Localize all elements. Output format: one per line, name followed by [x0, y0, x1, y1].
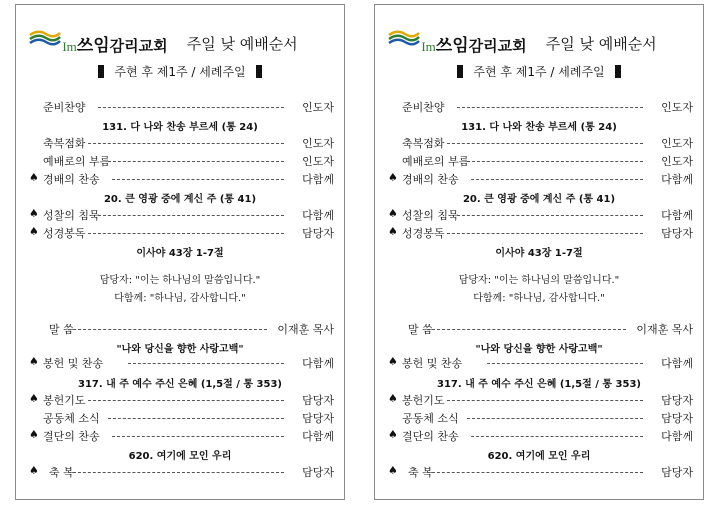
- dotted-leader: [98, 215, 284, 216]
- black-bar-left-icon: [98, 65, 104, 78]
- wave-logo-icon: [28, 27, 62, 49]
- order-label: 공동체 소식: [43, 412, 100, 425]
- order-row-commitment: [16, 428, 344, 444]
- order-leader: 인도자: [661, 137, 693, 150]
- scripture-reference: 이사야 43장 1-7절: [495, 248, 583, 259]
- dotted-leader: [471, 436, 643, 437]
- order-row-prelude: [16, 99, 344, 115]
- order-label: 봉헌 및 찬송: [43, 357, 104, 370]
- order-row-candle: [16, 135, 344, 151]
- dotted-leader: [427, 472, 643, 473]
- spade-icon: ♠: [388, 171, 398, 184]
- order-leader: 인도자: [302, 101, 334, 114]
- order-leader: 담당자: [661, 227, 693, 240]
- dotted-leader: [68, 329, 267, 330]
- dotted-leader: [447, 233, 643, 234]
- order-row-praise: [16, 171, 344, 187]
- order-leader: 담당자: [661, 412, 693, 425]
- order-label: 준비찬양: [402, 101, 445, 114]
- order-leader: 인도자: [302, 155, 334, 168]
- wave-logo-icon: [387, 27, 421, 49]
- dotted-leader: [88, 143, 284, 144]
- bulletin-subtitle: 주현 후 제1주 / 세례주일: [114, 65, 246, 79]
- order-leader: 다함께: [661, 173, 693, 186]
- dotted-leader: [112, 179, 284, 180]
- order-row-news: [375, 410, 703, 426]
- order-row-sermon: [16, 321, 344, 337]
- spade-icon: ♠: [388, 207, 398, 220]
- order-leader: 다함께: [302, 430, 334, 443]
- dotted-leader: [467, 418, 643, 419]
- order-label: 축복점화: [402, 137, 445, 150]
- logo-sseum-text: 쓰임: [76, 36, 110, 56]
- order-row-benediction: [16, 464, 344, 480]
- order-leader: 다함께: [661, 357, 693, 370]
- order-row-benediction: [375, 464, 703, 480]
- spade-icon: ♠: [29, 464, 39, 477]
- bulletin-page-left: [15, 4, 345, 500]
- dotted-leader: [108, 418, 284, 419]
- response-line: 다함께: "하나님, 감사합니다.": [473, 293, 605, 304]
- order-label: 봉헌기도: [402, 394, 445, 407]
- sermon-title: "나와 당신을 향한 사랑고백": [475, 344, 603, 355]
- order-label: 결단의 찬송: [402, 430, 459, 443]
- dotted-leader: [467, 161, 643, 162]
- bulletin-header: [375, 31, 703, 56]
- dotted-leader: [447, 400, 643, 401]
- black-bar-right-icon: [615, 65, 621, 78]
- order-leader: 다함께: [302, 357, 334, 370]
- spade-icon: ♠: [29, 428, 39, 441]
- bulletin-subtitle-bar: [16, 63, 344, 80]
- response-line: 다함께: "하나님, 감사합니다.": [114, 293, 246, 304]
- reader-line: 담당자: "이는 하나님의 말씀입니다.": [458, 275, 620, 286]
- black-bar-left-icon: [457, 65, 463, 78]
- order-leader: 인도자: [302, 137, 334, 150]
- spade-icon: ♠: [29, 392, 39, 405]
- hymn-317: 317. 내 주 예수 주신 은혜 (1,5절 / 통 353): [78, 379, 282, 390]
- order-row-silence: [375, 207, 703, 223]
- spade-icon: ♠: [388, 225, 398, 238]
- church-logo: [421, 31, 526, 56]
- order-label: 예배로의 부름: [402, 155, 470, 168]
- order-leader: 담당자: [302, 394, 334, 407]
- order-leader: 이재훈 목사: [277, 323, 334, 336]
- order-label: 봉헌 및 찬송: [402, 357, 463, 370]
- bulletin-page-right: [374, 4, 704, 500]
- dotted-leader: [88, 400, 284, 401]
- hymn-20: 20. 큰 영광 중에 계신 주 (통 41): [462, 194, 616, 205]
- spade-icon: ♠: [388, 428, 398, 441]
- dotted-leader: [427, 329, 626, 330]
- order-leader: 이재훈 목사: [636, 323, 693, 336]
- dotted-leader: [457, 107, 643, 108]
- spade-icon: ♠: [388, 464, 398, 477]
- order-leader: 인도자: [661, 155, 693, 168]
- order-row-call: [16, 153, 344, 169]
- spade-icon: ♠: [29, 171, 39, 184]
- order-leader: 다함께: [302, 173, 334, 186]
- order-row-offering-prayer: [16, 392, 344, 408]
- order-label: 예배로의 부름: [43, 155, 111, 168]
- spade-icon: ♠: [388, 392, 398, 405]
- order-row-sermon: [375, 321, 703, 337]
- dotted-leader: [447, 143, 643, 144]
- order-label: 성찰의 침묵: [43, 209, 100, 222]
- order-row-call: [375, 153, 703, 169]
- logo-sseum-text: 쓰임: [435, 36, 469, 56]
- dotted-leader: [128, 363, 284, 364]
- order-label: 말 씀: [408, 323, 433, 336]
- order-label: 축복점화: [43, 137, 86, 150]
- order-row-reading: [16, 225, 344, 241]
- sermon-title: "나와 당신을 향한 사랑고백": [116, 344, 244, 355]
- order-label: 경배의 찬송: [402, 173, 459, 186]
- bulletin-title: 주일 낮 예배순서: [186, 35, 298, 53]
- order-row-silence: [16, 207, 344, 223]
- order-label: 결단의 찬송: [43, 430, 100, 443]
- order-leader: 담당자: [661, 394, 693, 407]
- order-row-prelude: [375, 99, 703, 115]
- bulletin-subtitle-bar: [375, 63, 703, 80]
- order-label: 성찰의 침묵: [402, 209, 459, 222]
- order-leader: 다함께: [661, 209, 693, 222]
- order-row-praise: [375, 171, 703, 187]
- order-label: 공동체 소식: [402, 412, 459, 425]
- logo-im-text: Im: [62, 39, 77, 54]
- reader-line: 담당자: "이는 하나님의 말씀입니다.": [99, 275, 261, 286]
- hymn-131: 131. 다 나와 찬송 부르세 (통 24): [461, 122, 617, 133]
- order-row-offering-prayer: [375, 392, 703, 408]
- logo-im-text: Im: [421, 39, 436, 54]
- order-label: 준비찬양: [43, 101, 86, 114]
- order-leader: 다함께: [661, 430, 693, 443]
- order-leader: 다함께: [302, 209, 334, 222]
- hymn-620: 620. 여기에 모인 우리: [128, 451, 232, 462]
- order-label: 봉헌기도: [43, 394, 86, 407]
- dotted-leader: [112, 436, 284, 437]
- order-label: 말 씀: [49, 323, 74, 336]
- order-row-offering: [16, 355, 344, 371]
- order-label: 축 복: [49, 466, 74, 479]
- dotted-leader: [98, 107, 284, 108]
- dotted-leader: [487, 363, 643, 364]
- order-label: 경배의 찬송: [43, 173, 100, 186]
- order-label: 성경봉독: [43, 227, 86, 240]
- dotted-leader: [457, 215, 643, 216]
- hymn-131: 131. 다 나와 찬송 부르세 (통 24): [102, 122, 258, 133]
- spade-icon: ♠: [29, 225, 39, 238]
- bulletin-header: [16, 31, 344, 56]
- order-leader: 담당자: [661, 466, 693, 479]
- dotted-leader: [108, 161, 284, 162]
- order-row-news: [16, 410, 344, 426]
- scripture-reference: 이사야 43장 1-7절: [136, 248, 224, 259]
- order-row-commitment: [375, 428, 703, 444]
- dotted-leader: [68, 472, 284, 473]
- order-leader: 담당자: [302, 227, 334, 240]
- order-label: 축 복: [408, 466, 433, 479]
- hymn-20: 20. 큰 영광 중에 계신 주 (통 41): [103, 194, 257, 205]
- order-label: 성경봉독: [402, 227, 445, 240]
- hymn-620: 620. 여기에 모인 우리: [487, 451, 591, 462]
- hymn-317: 317. 내 주 예수 주신 은혜 (1,5절 / 통 353): [437, 379, 641, 390]
- order-leader: 담당자: [302, 412, 334, 425]
- black-bar-right-icon: [256, 65, 262, 78]
- church-logo: [62, 31, 167, 56]
- dotted-leader: [88, 233, 284, 234]
- order-leader: 인도자: [661, 101, 693, 114]
- spade-icon: ♠: [29, 207, 39, 220]
- logo-church-text: 감리교회: [468, 37, 527, 55]
- order-leader: 담당자: [302, 466, 334, 479]
- spade-icon: ♠: [29, 355, 39, 368]
- bulletin-subtitle: 주현 후 제1주 / 세례주일: [473, 65, 605, 79]
- logo-church-text: 감리교회: [109, 37, 168, 55]
- spade-icon: ♠: [388, 355, 398, 368]
- bulletin-title: 주일 낮 예배순서: [545, 35, 657, 53]
- order-row-reading: [375, 225, 703, 241]
- order-row-candle: [375, 135, 703, 151]
- dotted-leader: [471, 179, 643, 180]
- order-row-offering: [375, 355, 703, 371]
